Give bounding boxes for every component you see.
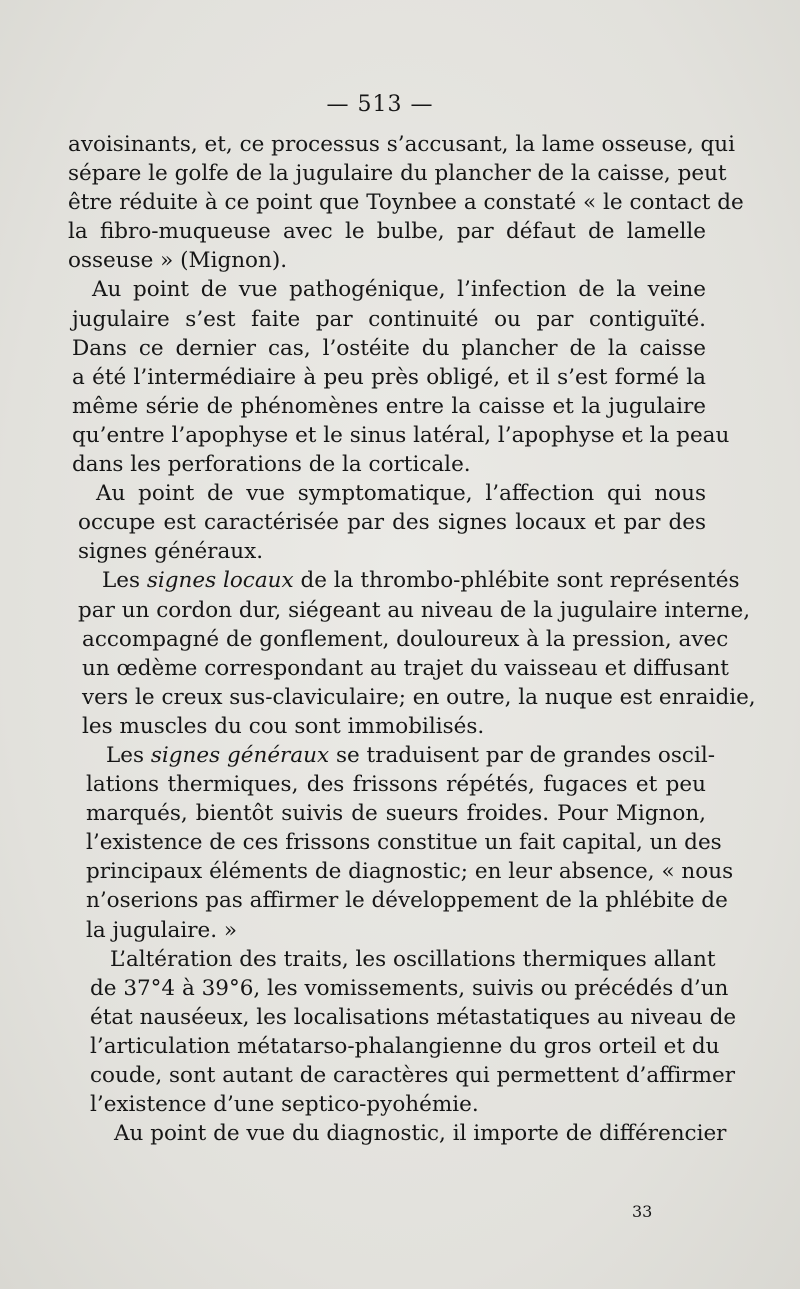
text-line: l’articulation métatarso-phalangienne du gros orteil et du: [90, 1033, 720, 1059]
text-line: même série de phénomènes entre la caisse et la jugulaire: [72, 393, 706, 419]
text-line: osseuse » (Mignon).: [68, 248, 288, 274]
text-line: dans les perforations de la corticale.: [72, 452, 471, 478]
text-line: lations thermiques, des frissons répétés, fugaces et peu: [86, 772, 706, 798]
text-line: [68, 741, 715, 770]
text-line: accompagné de gonflement, douloureux à la pression, avec: [82, 626, 729, 652]
text-line: sépare le golfe de la jugulaire du plancher de la caisse, peut: [68, 161, 727, 187]
text-line: vers le creux sus-claviculaire; en outre, la nuque est enraidie,: [82, 684, 756, 710]
text-line: coude, sont autant de caractères qui permettent d’affirmer: [90, 1063, 736, 1088]
line-rest: de la thrombo-phlébite sont représentés: [300, 568, 740, 594]
signature-mark: 33: [632, 1202, 653, 1221]
text-line: la fibro-muqueuse avec le bulbe, par défaut de lamelle: [68, 219, 706, 245]
text-line: Au point de vue du diagnostic, il importe de différencier: [114, 1121, 727, 1147]
italic-term: signes locaux: [146, 568, 294, 594]
text-line: n’oserions pas affirmer le développement de la phlébite de: [86, 888, 728, 914]
text-line: être réduite à ce point que Toynbee a constaté « le contact de: [68, 190, 744, 216]
text-line: a été l’intermédiaire à peu près obligé, et il s’est formé la: [72, 364, 706, 390]
text-line: jugulaire s’est faite par continuité ou par contiguïté.: [72, 306, 706, 332]
text-line: état nauséeux, les localisations métastatiques au niveau de: [90, 1004, 737, 1030]
body-text: [68, 130, 756, 1148]
paragraph-lead: Les: [102, 568, 147, 594]
text-line: marqués, bientôt suivis de sueurs froides. Pour Mignon,: [86, 801, 706, 827]
text-line: principaux éléments de diagnostic; en leur absence, « nous: [86, 859, 734, 885]
text-line: avoisinants, et, ce processus s’accusant, la lame osseuse, qui: [68, 132, 735, 157]
line-rest: se traduisent par de grandes oscil-: [335, 742, 715, 768]
italic-term: signes généraux: [150, 742, 330, 768]
text-line: l’existence de ces frissons constitue un fait capital, un des: [86, 830, 722, 856]
text-line: de 37°4 à 39°6, les vomissements, suivis ou précédés d’un: [90, 975, 729, 1001]
text-line: L’altération des traits, les oscillations thermiques allant: [110, 946, 716, 972]
text-line: qu’entre l’apophyse et le sinus latéral, l’apophyse et la peau: [72, 422, 730, 448]
text-line: occupe est caractérisée par des signes locaux et par des: [78, 510, 706, 536]
page-number: — 513 —: [326, 92, 434, 117]
text-line: la jugulaire. »: [86, 917, 238, 943]
text-line: Au point de vue symptomatique, l’affection qui nous: [96, 481, 706, 507]
text-line: Dans ce dernier cas, l’ostéite du plancher de la caisse: [72, 335, 706, 361]
text-line: l’existence d’une septico-pyohémie.: [90, 1092, 479, 1118]
text-line: [68, 566, 740, 595]
paragraph-lead: Les: [106, 742, 151, 768]
page-header: [0, 92, 800, 117]
text-line: Au point de vue pathogénique, l’infection de la veine: [92, 277, 706, 303]
text-line: un œdème correspondant au trajet du vaisseau et diffusant: [82, 655, 729, 681]
text-line: par un cordon dur, siégeant au niveau de la jugulaire interne,: [78, 597, 751, 623]
text-line: les muscles du cou sont immobilisés.: [82, 713, 485, 739]
text-line: signes généraux.: [78, 539, 264, 565]
